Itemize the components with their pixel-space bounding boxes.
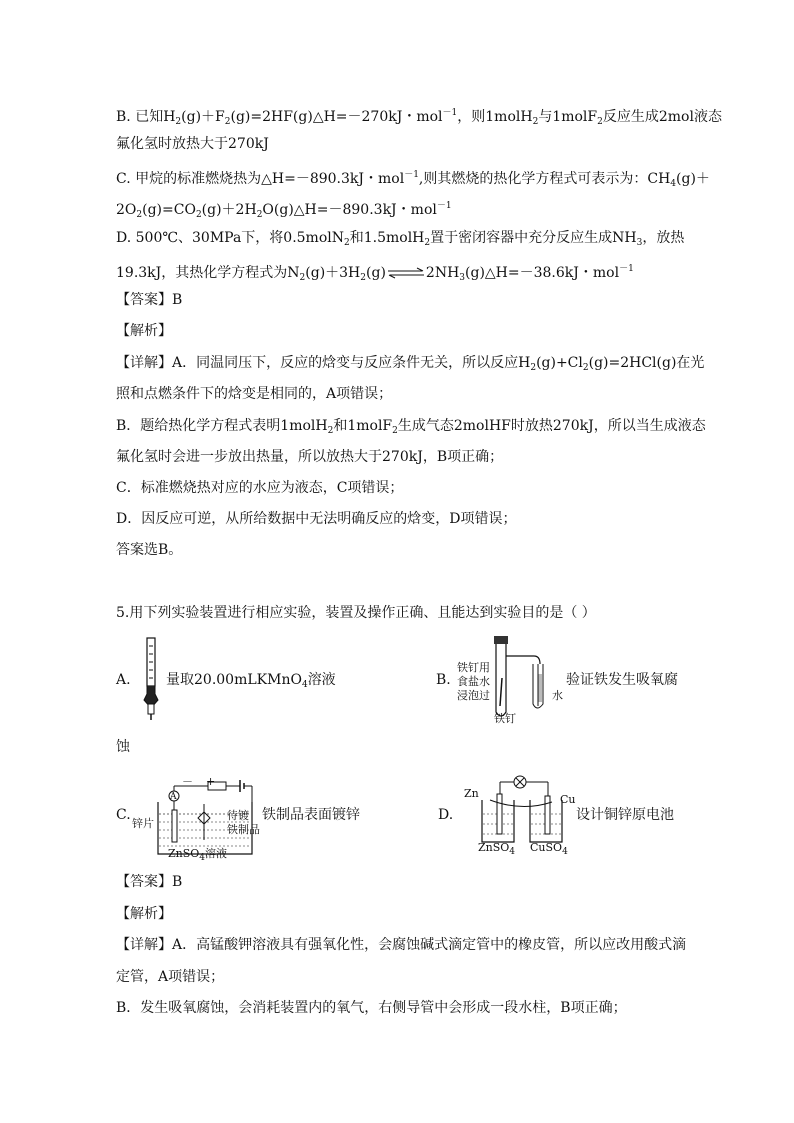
rust-label-2: 食盐水 xyxy=(457,675,490,688)
option-a-letter: A. xyxy=(116,672,131,688)
cell-cuso4-label: CuSO$_4$ xyxy=(530,841,568,857)
detail-1-line-4: 氟化氢时会进一步放出热量，所以放热大于270kJ，B项正确； xyxy=(116,449,504,465)
option-c-letter: C. xyxy=(116,807,131,823)
plating-item-label-2: 铁制品 xyxy=(227,823,260,836)
detail-1-line-6: D．因反应可逆，从所给数据中无法明确反应的焓变，D项错误； xyxy=(116,511,517,527)
plating-minus-label: － xyxy=(182,775,193,788)
detail-2-line-3: B．发生吸氧腐蚀，会消耗装置内的氧气，右侧导管中会形成一段水柱，B项正确； xyxy=(116,1000,627,1016)
burette-figure xyxy=(138,636,168,722)
detail-2-line-1: 【详解】A．高锰酸钾溶液具有强氧化性，会腐蚀碱式滴定管中的橡皮管，所以应改用酸式滴 xyxy=(116,937,687,953)
option-c-line-1: C. 甲烷的标准燃烧热为△H=－890.3kJ・mol$^{-1}$,则其燃烧的热化学方程式可表示为：$CH_4(g)+$ xyxy=(116,170,710,189)
analysis-label-1: 【解析】 xyxy=(116,323,172,339)
option-c-text: 铁制品表面镀锌 xyxy=(262,807,360,823)
plating-plus-label: + xyxy=(206,775,216,788)
option-a-text: 量取20.00mLKMnO$_4$溶液 xyxy=(166,672,336,690)
option-c-line-2: $2O_2(g)=CO_2(g)+2H_2O(g)\triangle H=-890.3kJ$・mol$^{-1}$ xyxy=(116,201,452,220)
option-d-text: 设计铜锌原电池 xyxy=(576,807,674,823)
detail-2-line-2: 定管，A项错误； xyxy=(116,969,225,985)
answer-label-1: 【答案】B xyxy=(116,292,183,308)
rust-label-3: 浸泡过 xyxy=(457,689,490,702)
rust-label-nail: 铁钉 xyxy=(494,712,516,725)
question-5-stem: 5.用下列实验装置进行相应实验，装置及操作正确、且能达到实验目的是（ ） xyxy=(116,605,596,621)
option-b-letter: B. xyxy=(436,672,451,688)
option-b-text-cont: 蚀 xyxy=(116,739,130,755)
answer-label-2: 【答案】B xyxy=(116,874,183,890)
detail-1-line-5: C．标准燃烧热对应的水应为液态，C项错误； xyxy=(116,480,404,496)
equilibrium-arrow-icon xyxy=(386,268,426,278)
option-b-line-1: B. 已知$H_2(g)+F_2(g)=2HF(g)\triangle H=-270kJ$・mol$^{-1}$，则1molH$_2$与1molF$_2$反应生成2mol液态 xyxy=(116,108,722,127)
plating-meter-label: A xyxy=(170,792,177,802)
option-b-line-2: 氟化氢时放热大于270kJ xyxy=(116,136,269,152)
plating-solution-label: ZnSO$_4$溶液 xyxy=(168,847,228,863)
detail-1-line-1: 【详解】A．同温同压下，反应的焓变与反应条件无关，所以反应$H_2(g)+Cl_2(g)=2HCl(g)$在光 xyxy=(116,355,705,373)
rust-label-water: 水 xyxy=(552,689,563,702)
plating-zinc-label: 锌片 xyxy=(132,817,154,830)
option-b-text: 验证铁发生吸氧腐 xyxy=(566,672,678,688)
cell-cu-label: Cu xyxy=(560,793,576,806)
option-d-letter: D. xyxy=(438,807,454,823)
plating-item-label-1: 待镀 xyxy=(227,809,249,822)
option-d-line-1: D. 500℃、30MPa下，将0.5molN$_2$和1.5molH$_2$置于密闭容器中充分反应生成$NH_3$，放热 xyxy=(116,230,685,248)
analysis-label-2: 【解析】 xyxy=(116,906,172,922)
cell-znso4-label: ZnSO$_4$ xyxy=(478,841,516,857)
cell-zn-label: Zn xyxy=(464,787,479,800)
option-d-line-2: 19.3kJ，其热化学方程式为$N_2(g)+3H_2(g)$ $2NH_3(g)\triangle H=-38.6kJ$・mol$^{-1}$ xyxy=(116,264,634,283)
detail-1-line-3: B．题给热化学方程式表明1molH$_2$和1molF$_2$生成气态2molHF时放热270kJ，所以当生成液态 xyxy=(116,418,706,436)
detail-1-line-7: 答案选B。 xyxy=(116,542,183,558)
detail-1-line-2: 照和点燃条件下的焓变是相同的，A项错误； xyxy=(116,386,393,402)
rust-label-1: 铁钉用 xyxy=(457,661,490,674)
